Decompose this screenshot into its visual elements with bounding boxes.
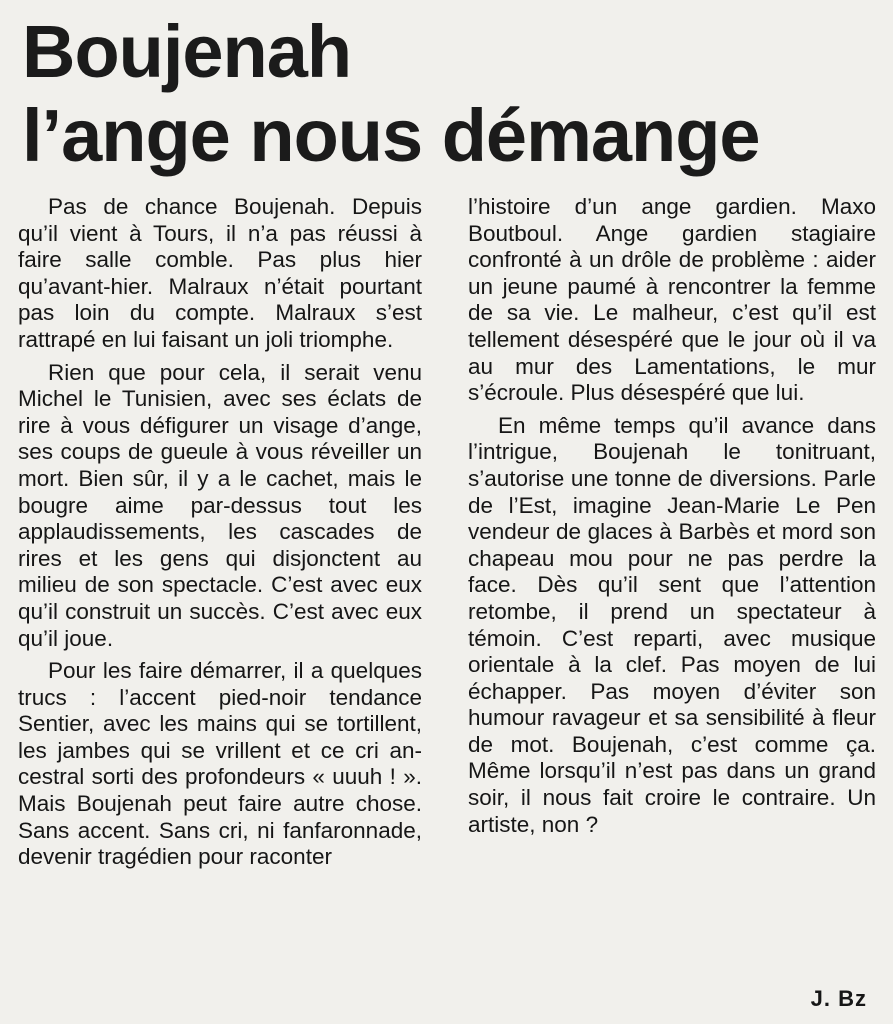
headline-line-2: l’ange nous démange <box>22 94 760 177</box>
author-signature: J. Bz <box>810 986 867 1011</box>
left-column <box>18 194 422 871</box>
paragraph: En même temps qu’il avance dans l’intrigue, Boujenah le tonitruant, s’autorise une tonne de diversions. Parle de l’Est, imagine Jean-Marie Le Pen vendeur de glaces à Barbès et mord son chapeau mou pour ne pas perdre la face. Dès qu’il sent que l’attention retombe, il prend un spectateur à témoin. C’est reparti, avec musique orientale à la clef. Pas moyen de lui échapper. Pas moyen d’éviter son humour ravageur et sa sensibilité à fleur de mot. Boujenah, c’est comme ça. Même lorsqu’il n’est pas dans un grand soir, il nous fait croire le contraire. Un artiste, non ? <box>468 412 876 837</box>
paragraph: Pas de chance Boujenah. Depuis qu’il vient à Tours, il n’a pas réussi à faire salle comble. Pas plus hier qu’avant-hier. Malraux n’était pourtant pas loin du compte. Malraux s’est rattrapé en lui faisant un joli triomphe. <box>18 194 422 352</box>
right-column <box>468 194 876 838</box>
paragraph-continued: l’histoire d’un ange gardien. Maxo Boutboul. Ange gardien stagiaire confronté à un drôle de problème : aider un jeune paumé à rencontrer la femme de sa vie. Le malheur, c’est qu’il est tellement désespéré que le jour où il va au mur des Lamentations, le mur s’écroule. Plus désespéré que lui. <box>468 194 876 406</box>
article-headline <box>22 10 760 178</box>
paragraph: Rien que pour cela, il serait venu Michel le Tunisien, avec ses éclats de rire à vous défigurer un visage d’ange, ses coups de gueule à vous réveiller un mort. Bien sûr, il y a le cachet, mais le bougre aime par-dessus tout les applaudissements, les cascades de rires et les gens qui disjonctent au milieu de son spectacle. C’est avec eux qu’il construit un succès. C’est avec eux qu’il joue. <box>18 359 422 651</box>
headline-line-1: Boujenah <box>22 10 352 93</box>
paragraph: Pour les faire démarrer, il a quelques trucs : l’accent pied-noir tendance Sentier, avec les mains qui se tortillent, les jambes qui se vrillent et ce cri ancestral sorti des profondeurs « uuuh ! ». Mais Boujenah peut faire autre chose. Sans accent. Sans cri, ni fanfaronnade, devenir tragédien pour raconter <box>18 658 422 870</box>
